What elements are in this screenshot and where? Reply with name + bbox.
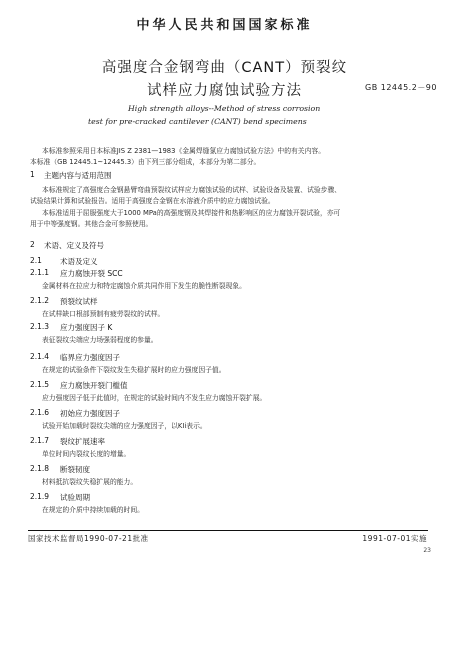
term-definition: 单位时间内裂纹长度的增量。 xyxy=(42,450,131,458)
term-title: 初始应力强度因子 xyxy=(60,409,120,418)
body-line: 本标准规定了高强度合金钢悬臂弯曲预裂纹试样应力腐蚀试验的试样、试验设备及装置、试验步骤、 xyxy=(42,186,342,194)
term-title: 预裂纹试样 xyxy=(60,297,98,306)
term-title: 应力腐蚀开裂门槛值 xyxy=(60,381,128,390)
approval-date: 国家技术监督局1990-07-21批准 xyxy=(28,534,149,543)
body-line: 试验结果计算和试验报告。适用于高强度合金钢在水溶液介质中的应力腐蚀试验。 xyxy=(30,197,275,205)
term-definition: 金属材料在拉应力和特定腐蚀介质共同作用下发生的脆性断裂现象。 xyxy=(42,282,246,290)
term-definition: 应力强度因子低于此值时，在规定的试验时间内不发生应力腐蚀开裂扩展。 xyxy=(42,394,267,402)
intro-line-1: 本标准参照采用日本标准JIS Z 2381—1983《金属焊缝氯应力腐蚀试验方法》中的有关内容。 xyxy=(42,147,325,155)
term-title: 应力腐蚀开裂 SCC xyxy=(60,269,123,278)
section-title: 术语、定义及符号 xyxy=(44,241,104,250)
term-number: 2.1.2 xyxy=(30,296,50,305)
term-definition: 表征裂纹尖端应力场强弱程度的参量。 xyxy=(42,336,158,344)
term-number: 2.1.9 xyxy=(30,492,50,501)
title-line-2: 试样应力腐蚀试验方法 xyxy=(147,83,302,99)
term-title: 断裂韧度 xyxy=(60,465,90,474)
term-title: 术语及定义 xyxy=(60,257,98,266)
section-title: 主题内容与适用范围 xyxy=(44,171,112,180)
term-definition: 试验开始加载时裂纹尖端的应力强度因子，以KIi表示。 xyxy=(42,422,207,430)
term-number: 2.1.5 xyxy=(30,380,50,389)
english-title-line-2: test for pre-cracked cantilever (CANT) bend specimens xyxy=(88,117,307,126)
term-title: 裂纹扩展速率 xyxy=(60,437,105,446)
term-number: 2.1.6 xyxy=(30,408,50,417)
section-number: 2 xyxy=(30,240,35,249)
term-definition: 在试样缺口根部预制有疲劳裂纹的试样。 xyxy=(42,310,165,318)
term-definition: 材料抵抗裂纹失稳扩展的能力。 xyxy=(42,478,138,486)
term-definition: 在规定的介质中持续加载的时间。 xyxy=(42,506,144,514)
term-number: 2.1.4 xyxy=(30,352,50,361)
implementation-date: 1991-07-01实施 xyxy=(362,534,427,543)
term-number: 2.1.1 xyxy=(30,268,50,277)
term-title: 临界应力强度因子 xyxy=(60,353,120,362)
term-title: 应力强度因子 K xyxy=(60,323,113,332)
footer-divider xyxy=(28,530,428,531)
term-title: 试验周期 xyxy=(60,493,90,502)
body-line: 本标准适用于屈服强度大于1000 MPa的高强度钢及其焊接件和热影响区的应力腐蚀开裂试验，亦可 xyxy=(42,209,341,217)
term-number: 2.1 xyxy=(30,256,42,265)
page-number: 23 xyxy=(423,547,431,554)
intro-line-2: 本标准（GB 12445.1~12445.3）由下列三部分组成，本部分为第二部分。 xyxy=(30,158,261,166)
standard-code: GB 12445.2－90 xyxy=(365,83,437,92)
section-number: 1 xyxy=(30,170,35,179)
english-title-line-1: High strength alloys--Method of stress corrosion xyxy=(128,104,321,113)
term-definition: 在规定的试验条件下裂纹发生失稳扩展时的应力强度因子值。 xyxy=(42,366,226,374)
term-number: 2.1.3 xyxy=(30,322,50,331)
term-number: 2.1.8 xyxy=(30,464,50,473)
body-line: 用于中等强度钢。其他合金可参照使用。 xyxy=(30,220,153,228)
standard-org-header: 中华人民共和国国家标准 xyxy=(136,18,313,33)
title-line-1: 高强度合金钢弯曲（CANT）预裂纹 xyxy=(101,60,348,76)
term-number: 2.1.7 xyxy=(30,436,50,445)
